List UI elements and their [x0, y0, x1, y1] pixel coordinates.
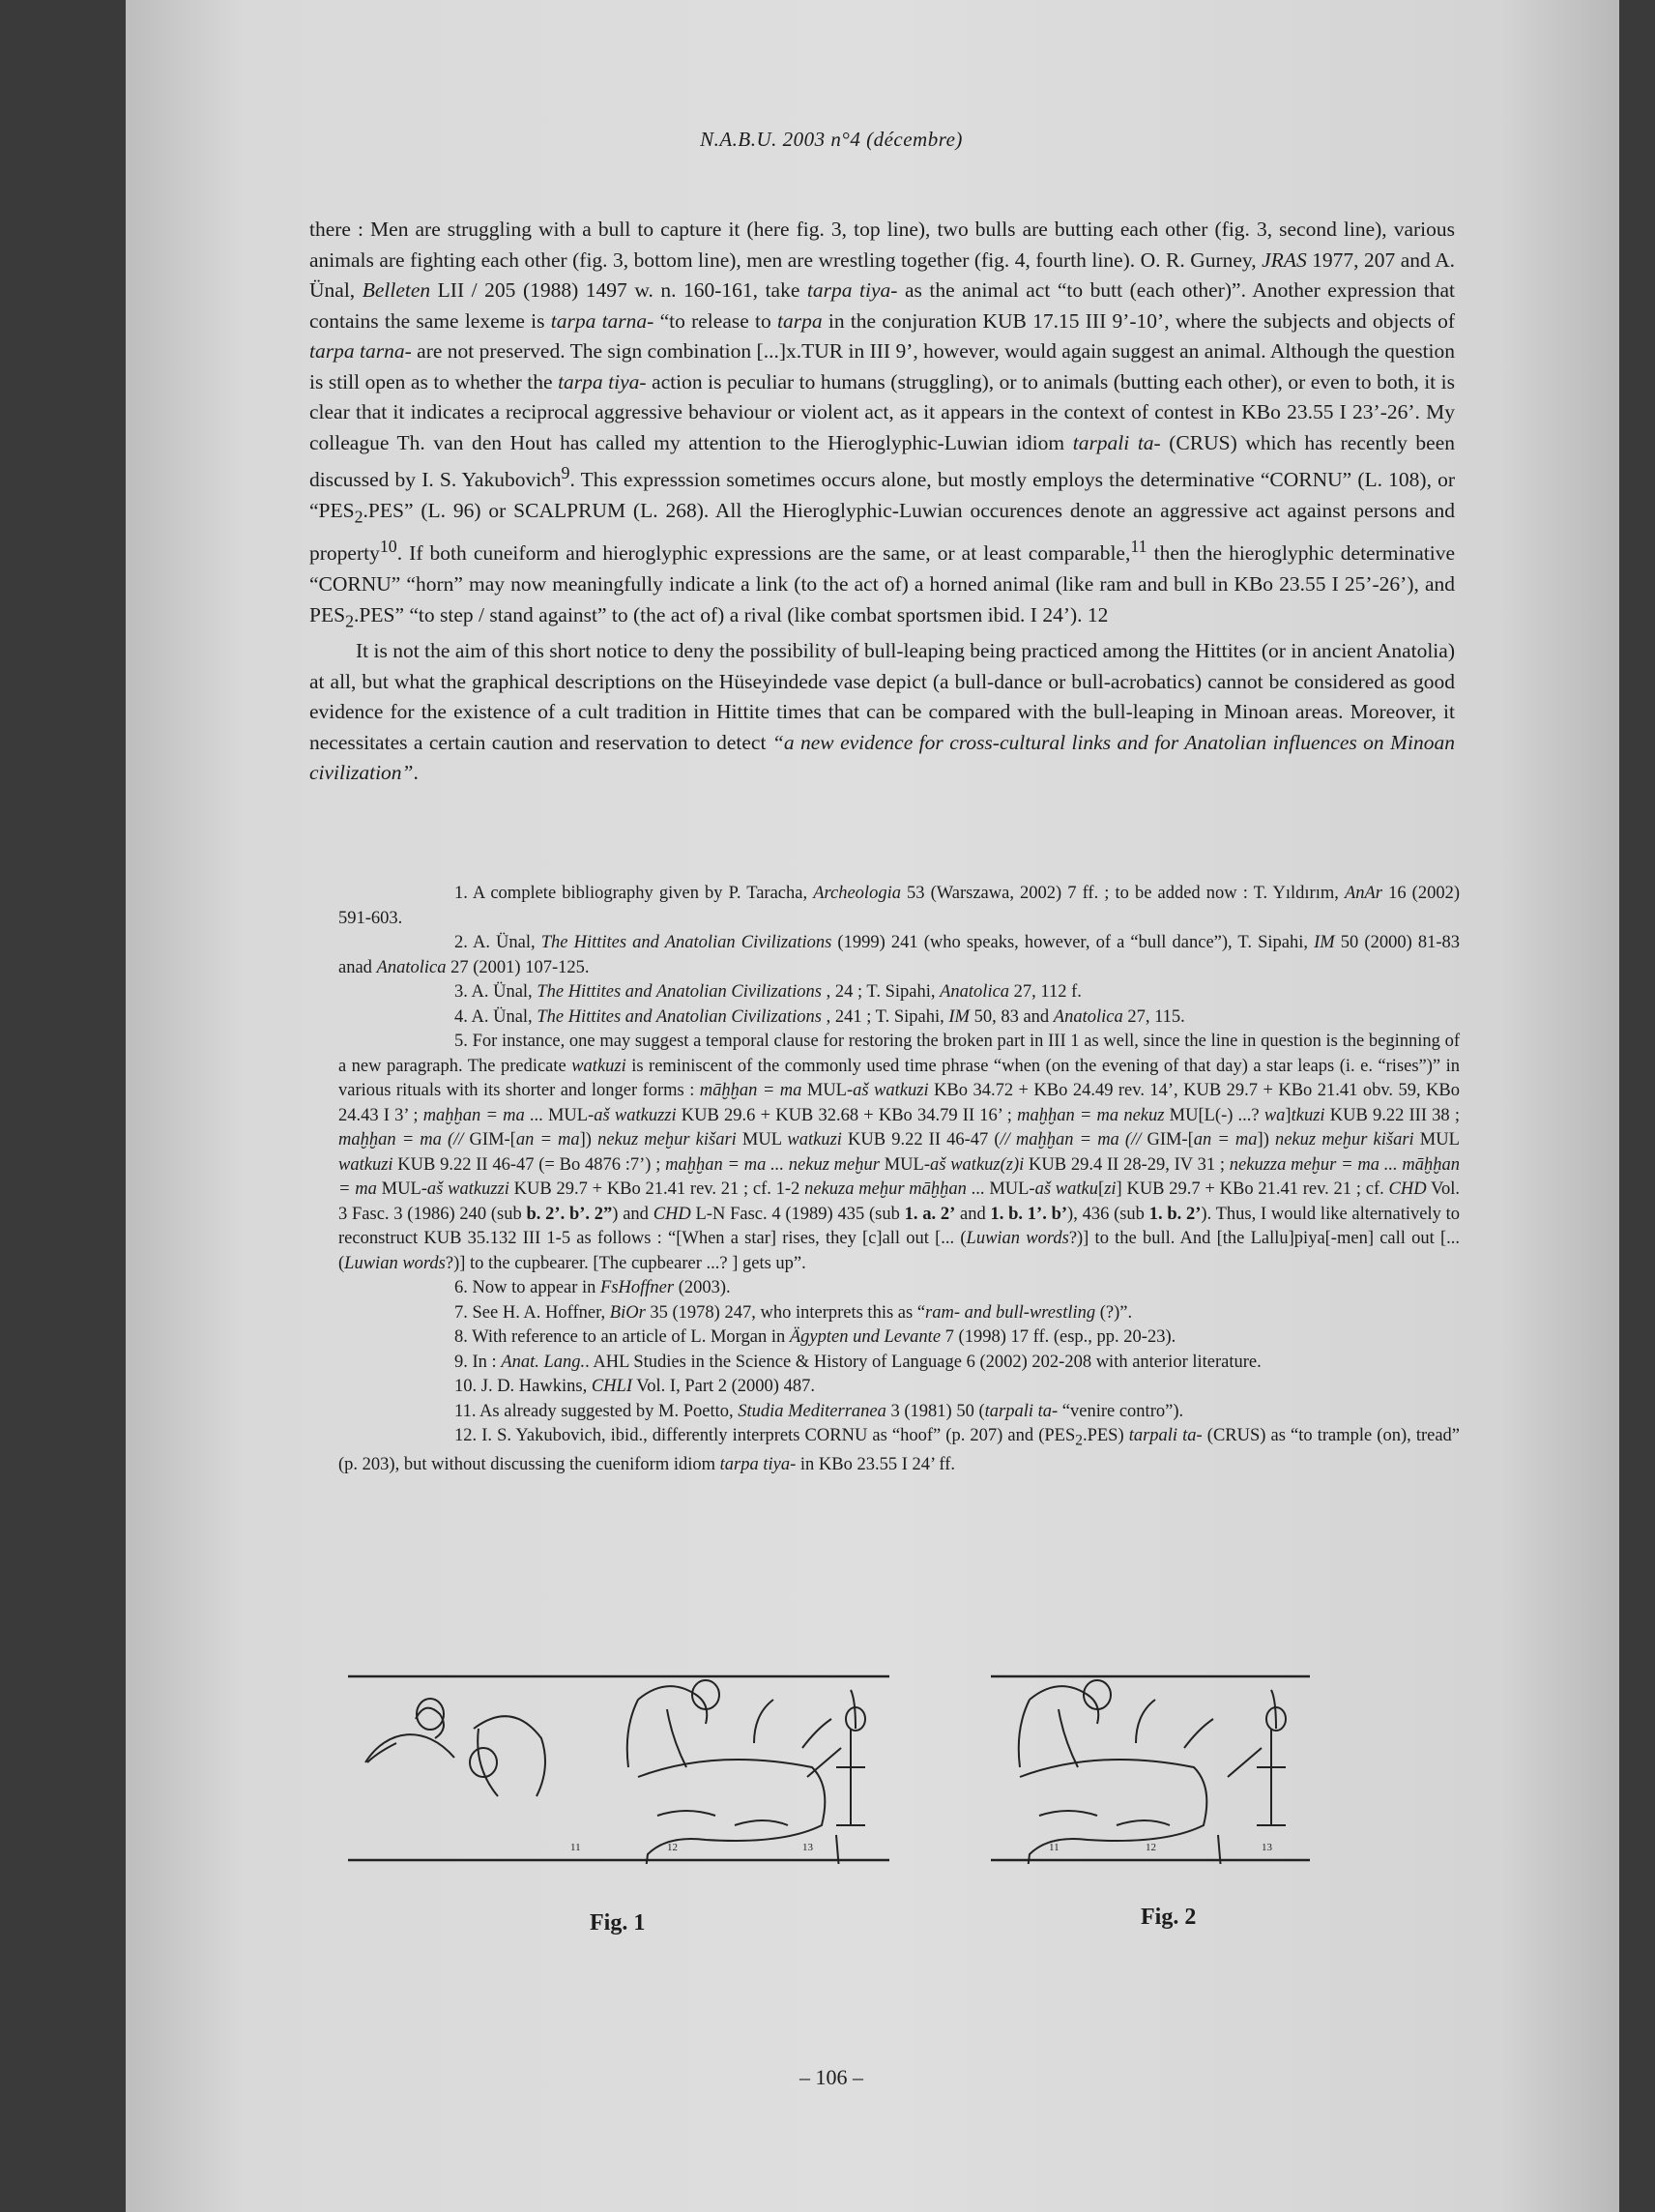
main-text: [309, 215, 1455, 789]
figures-area: [348, 1671, 1469, 1961]
document-page: [184, 0, 1479, 2212]
footnote-12: 12. I. S. Yakubovich, ibid., differently interprets CORNU as “hoof” (p. 207) and $(PES_2.PES)$ tarpali ta- (CRUS) as “to trample (on), tread” (p. 203), but without discussing the cueniform idiom tarpa tiya- in KBo 23.55 I 24’ ff.: [338, 1426, 1461, 1475]
figure-2-drawing: [991, 1671, 1310, 1864]
figure-1-num-13: 13: [802, 1842, 813, 1853]
footnote-1: 1. A complete bibliography given by P. Taracha, Archeologia 53 (Warszawa, 2002) 7 ff. ; to be added now : T. Yıldırım, AnAr 16 (2002) 591-603.: [338, 884, 1460, 928]
footnotes: [338, 882, 1460, 1478]
figure-2-num-13: 13: [1262, 1842, 1272, 1853]
paragraph-2: It is not the aim of this short notice to deny the possibility of bull-leaping being practiced among the Hittites (or in ancient Anatolia) at all, but what the graphical descriptions on the Hüseyindede vase depict (a bull-dance or bull-acrobatics) cannot be considered as good evidence for the existence of a cult tradition in Hittite times that can be compared with the bull-leaping in Minoan areas. Moreover, it necessitates a certain caution and reservation to detect “a new evidence for cross-cultural links and for Anatolian influences on Minoan civilization”.: [309, 639, 1455, 785]
figure-1-num-11: 11: [570, 1842, 581, 1853]
footnote-2: 2. A. Ünal, The Hittites and Anatolian Civilizations (1999) 241 (who speaks, however, of a “bull dance”), T. Sipahi, IM 50 (2000) 81-83 anad Anatolica 27 (2001) 107-125.: [338, 933, 1460, 977]
footnote-9: 9. In : Anat. Lang.. AHL Studies in the Science & History of Language 6 (2002) 202-208 with anterior literature.: [454, 1352, 1262, 1372]
footnote-10: 10. J. D. Hawkins, CHLI Vol. I, Part 2 (2000) 487.: [454, 1377, 815, 1396]
figure-1-caption: Fig. 1: [590, 1910, 646, 1936]
footnote-6: 6. Now to appear in FsHoffner (2003).: [454, 1278, 731, 1297]
figure-1-drawing: [348, 1671, 889, 1864]
figure-2-num-12: 12: [1146, 1842, 1156, 1853]
page-number: – 106 –: [799, 2065, 863, 2089]
paragraph-1: there : Men are struggling with a bull to capture it (here fig. 3, top line), two bulls are butting each other (fig. 3, second line), various animals are fighting each other (fig. 3, bottom line), men are wrestling together (fig. 4, fourth line). O. R. Gurney, JRAS 1977, 207 and A. Ünal, Belleten LII / 205 (1988) 1497 w. n. 160-161, take tarpa tiya- as the animal act “to butt (each other)”. Another expression that contains the same lexeme is tarpa tarna- “to release to tarpa in the conjuration KUB 17.15 III 9’-10’, where the subjects and objects of tarpa tarna- are not preserved. The sign combination [...]x.TUR in III 9’, however, would again suggest an animal. Although the question is still open as to whether the tarpa tiya- action is peculiar to humans (struggling), or to animals (butting each other), or even to both, it is clear that it indicates a reciprocal aggressive behaviour or violent act, as it appears in the context of contest in KBo 23.55 I 23’-26’. My colleague Th. van den Hout has called my attention to the Hieroglyphic-Luwian idiom tarpali ta- (CRUS) which has recently been discussed by I. S. Yakubovich$^9$. This expresssion sometimes occurs alone, but mostly employs the determinative “CORNU” (L. 108), or “$PES_2.PES$” (L. 96) or SCALPRUM (L. 268). All the Hieroglyphic-Luwian occurences denote an aggressive act against persons and property$^{10}$. If both cuneiform and hieroglyphic expressions are the same, or at least comparable,$^{11}$ then the hieroglyphic determinative “CORNU” “horn” may now meaningfully indicate a link (to the act of) a horned animal (like ram and bull in KBo 23.55 I 25’-26’), and $PES_2.PES$” “to step / stand against” to (the act of) a rival (like combat sportsmen ibid. I 24’). 12: [309, 218, 1456, 630]
figure-1: [348, 1671, 889, 1864]
running-header: N.A.B.U. 2003 n°4 (décembre): [700, 128, 963, 151]
footnote-3: 3. A. Ünal, The Hittites and Anatolian Civilizations , 24 ; T. Sipahi, Anatolica 27, 112 f.: [454, 982, 1082, 1002]
figure-2: [991, 1671, 1310, 1864]
footnote-8: 8. With reference to an article of L. Morgan in Ägypten und Levante 7 (1998) 17 ff. (esp., pp. 20-23).: [454, 1327, 1176, 1347]
figure-2-caption: Fig. 2: [1141, 1905, 1197, 1930]
footnote-7: 7. See H. A. Hoffner, BiOr 35 (1978) 247, who interprets this as “ram- and bull-wrestling (?)”.: [454, 1302, 1133, 1323]
figure-1-num-12: 12: [667, 1842, 678, 1853]
figure-2-num-11: 11: [1049, 1842, 1060, 1853]
footnote-11: 11. As already suggested by M. Poetto, Studia Mediterranea 3 (1981) 50 (tarpali ta- “venire contro”).: [454, 1401, 1184, 1421]
footnote-5: 5. For instance, one may suggest a temporal clause for restoring the broken part in III 1 as well, since the line in question is the beginning of a new paragraph. The predicate watkuzi is reminiscent of the commonly used time phrase “when (on the evening of that day) a star leaps (i. e. “rises”)” in various rituals with its shorter and longer forms : māḫḫan = ma MUL-aš watkuzi KBo 34.72 + KBo 24.49 rev. 14’, KUB 29.7 + KBo 21.41 obv. 59, KBo 24.43 I 3’ ; maḫḫan = ma ... MUL-aš watkuzzi KUB 29.6 + KUB 32.68 + KBo 34.79 II 16’ ; maḫḫan = ma nekuz MU[L(-) ...? wa]tkuzi KUB 9.22 III 38 ; maḫḫan = ma (// GIM-[an = ma]) nekuz meḫur kišari MUL watkuzi KUB 9.22 II 46-47 (// maḫḫan = ma (// GIM-[an = ma]) nekuz meḫur kišari MUL watkuzi KUB 9.22 II 46-47 (= Bo 4876 :7’) ; maḫḫan = ma ... nekuz meḫur MUL-aš watkuz(z)i KUB 29.4 II 28-29, IV 31 ; nekuzza meḫur = ma ... māḫḫan = ma MUL-aš watkuzzi KUB 29.7 + KBo 21.41 rev. 21 ; cf. 1-2 nekuza meḫur māḫḫan ... MUL-aš watku[zi] KUB 29.7 + KBo 21.41 rev. 21 ; cf. CHD Vol. 3 Fasc. 3 (1986) 240 (sub b. 2’. b’. 2”) and CHD L-N Fasc. 4 (1989) 435 (sub 1. a. 2’ and 1. b. 1’. b’), 436 (sub 1. b. 2’). Thus, I would like alternatively to reconstruct KUB 35.132 III 1-5 as follows : “[When a star] rises, they [c]all out [... (Luwian words?)] to the bull. And [the Lallu]piya[-men] call out [... (Luwian words?)] to the cupbearer. [The cupbearer ...? ] gets up”.: [338, 1032, 1461, 1273]
footnote-4: 4. A. Ünal, The Hittites and Anatolian Civilizations , 241 ; T. Sipahi, IM 50, 83 and Anatolica 27, 115.: [454, 1006, 1185, 1027]
